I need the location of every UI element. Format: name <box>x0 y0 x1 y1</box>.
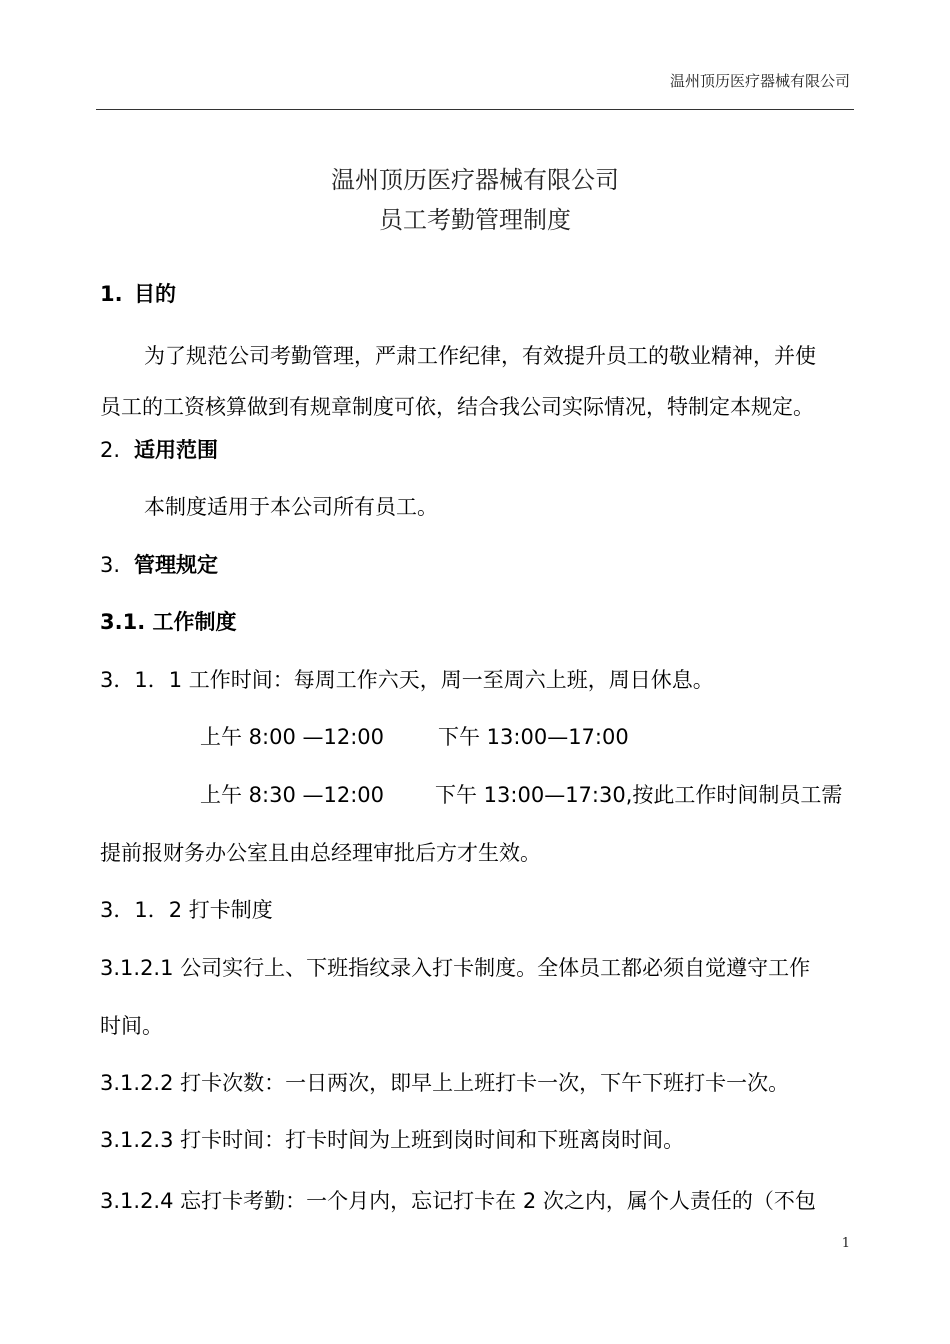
section-3-1-2-2-paragraph: 3.1.2.2 打卡次数：一日两次，即早上上班打卡一次，下午下班打卡一次。 <box>100 1071 790 1095</box>
section-3-1-2-3-paragraph: 3.1.2.3 打卡时间：打卡时间为上班到岗时间和下班离岗时间。 <box>100 1128 685 1152</box>
schedule-2-afternoon: 下午 13:00—17:30,按此工作时间制员工需 <box>435 783 843 807</box>
schedule-1-afternoon: 下午 13:00—17:00 <box>438 725 629 749</box>
section-3-1-2-4-paragraph: 3.1.2.4 忘打卡考勤：一个月内，忘记打卡在 2 次之内，属个人责任的（不包 <box>100 1189 816 1213</box>
section-1-paragraph-line-2: 员工的工资核算做到有规章制度可依，结合我公司实际情况，特制定本规定。 <box>100 395 814 419</box>
document-title-company: 温州顶历医疗器械有限公司 <box>331 166 619 194</box>
section-2-paragraph: 本制度适用于本公司所有员工。 <box>144 495 438 519</box>
section-3-number: 3. <box>100 553 121 577</box>
schedule-2-morning: 上午 8:30 —12:00 <box>200 783 385 807</box>
section-1-heading: 目的 <box>134 282 176 306</box>
running-header-company: 温州顶历医疗器械有限公司 <box>669 72 850 90</box>
section-3-1-heading: 3.1. 工作制度 <box>100 610 237 634</box>
section-3-1-2-heading: 3．1．2 打卡制度 <box>100 898 273 922</box>
header-divider <box>96 109 854 110</box>
document-title-subject: 员工考勤管理制度 <box>379 206 571 234</box>
section-2-heading: 适用范围 <box>134 438 218 462</box>
section-1-number: 1. <box>100 282 123 306</box>
schedule-1-morning: 上午 8:00 —12:00 <box>200 725 385 749</box>
schedule-2-continuation: 提前报财务办公室且由总经理审批后方才生效。 <box>100 841 541 865</box>
section-3-1-1-paragraph: 3．1．1 工作时间：每周工作六天，周一至周六上班，周日休息。 <box>100 668 714 692</box>
section-2-number: 2. <box>100 438 121 462</box>
page-number: 1 <box>841 1236 850 1251</box>
section-1-paragraph-line-1: 为了规范公司考勤管理，严肃工作纪律，有效提升员工的敬业精神，并使 <box>144 344 816 368</box>
section-3-1-2-1-line-1: 3.1.2.1 公司实行上、下班指纹录入打卡制度。全体员工都必须自觉遵守工作 <box>100 956 811 980</box>
section-3-1-2-1-line-2: 时间。 <box>100 1014 163 1038</box>
section-3-heading: 管理规定 <box>134 553 218 577</box>
